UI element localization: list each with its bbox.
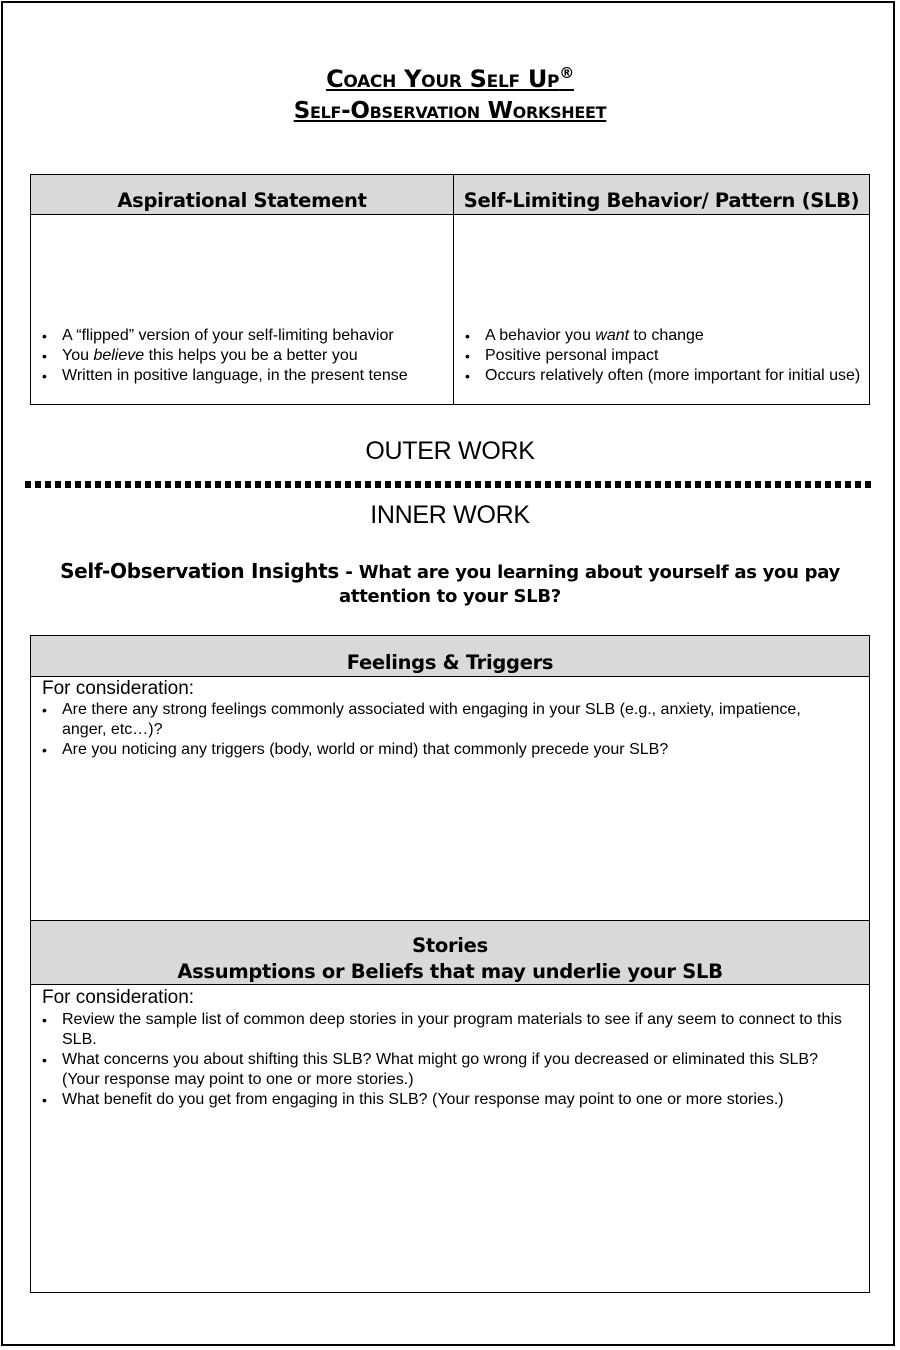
list-item: • Review the sample list of common deep stories in your program materials to see if any seem to connect to this SLB. — [32, 1010, 849, 1050]
dotted-divider — [25, 481, 874, 488]
list-item: • Are there any strong feelings commonly associated with engaging in your SLB (e.g., anxiety, impatience, anger, etc…)? — [32, 700, 849, 740]
list-item-suffix: to change — [629, 327, 704, 344]
inner-work-label: INNER WORK — [370, 501, 530, 529]
list-item: • What concerns you about shifting this SLB? What might go wrong if you decreased or eliminated this SLB? (Your response may point to one or more stories.) — [32, 1050, 849, 1090]
list-item-prefix: A behavior you — [485, 327, 596, 344]
self-observation-insights-prompt — [30, 559, 870, 609]
aspirational-statement-tips — [32, 326, 445, 386]
insights-heading: Self-Observation Insights — [60, 559, 340, 583]
feelings-triggers-questions — [32, 700, 849, 760]
aspirational-statement-cell[interactable] — [31, 175, 454, 404]
list-item: • Written in positive language, in the present tense — [32, 366, 445, 386]
list-item: • Occurs relatively often (more important for initial use) — [455, 366, 861, 386]
list-item: • Are you noticing any triggers (body, world or mind) that commonly precede your SLB? — [32, 740, 849, 760]
aspiration-slb-table — [30, 174, 870, 405]
title-text: Coach Your Self Up — [326, 65, 560, 93]
list-item: • Positive personal impact — [455, 346, 861, 366]
stories-heading-line2: Assumptions or Beliefs that may underlie your SLB — [177, 960, 723, 983]
outer-work-label: OUTER WORK — [365, 437, 535, 465]
aspirational-statement-heading: Aspirational Statement — [31, 175, 453, 215]
insights-separator: - — [339, 562, 359, 583]
slb-cell[interactable] — [454, 175, 869, 404]
feelings-triggers-heading: Feelings & Triggers — [31, 636, 869, 677]
stories-heading-line1: Stories — [412, 934, 488, 957]
consideration-label: For consideration: — [42, 987, 195, 1008]
feelings-triggers-box[interactable] — [30, 635, 870, 921]
insights-question: What are you learning about yourself as you pay attention to your SLB? — [339, 562, 840, 607]
registered-mark: ® — [559, 64, 574, 82]
list-item-emphasis: want — [595, 327, 630, 344]
worksheet-subtitle: Self-Observation Worksheet — [293, 98, 607, 124]
stories-box[interactable] — [30, 920, 870, 1293]
list-item-suffix: this helps you be a better you — [144, 347, 358, 364]
list-item-emphasis: believe — [93, 347, 145, 364]
list-item — [455, 326, 861, 346]
list-item: • A “flipped” version of your self-limiting behavior — [32, 326, 445, 346]
stories-heading — [31, 921, 869, 985]
list-item — [32, 346, 445, 366]
list-item-prefix: You — [62, 347, 94, 364]
slb-heading: Self-Limiting Behavior/ Pattern (SLB) — [454, 175, 869, 215]
slb-tips — [455, 326, 861, 386]
list-item: • What benefit do you get from engaging in this SLB? (Your response may point to one or more stories.) — [32, 1090, 849, 1110]
consideration-label: For consideration: — [42, 678, 195, 699]
worksheet-title — [0, 64, 900, 93]
stories-questions — [32, 1010, 849, 1110]
